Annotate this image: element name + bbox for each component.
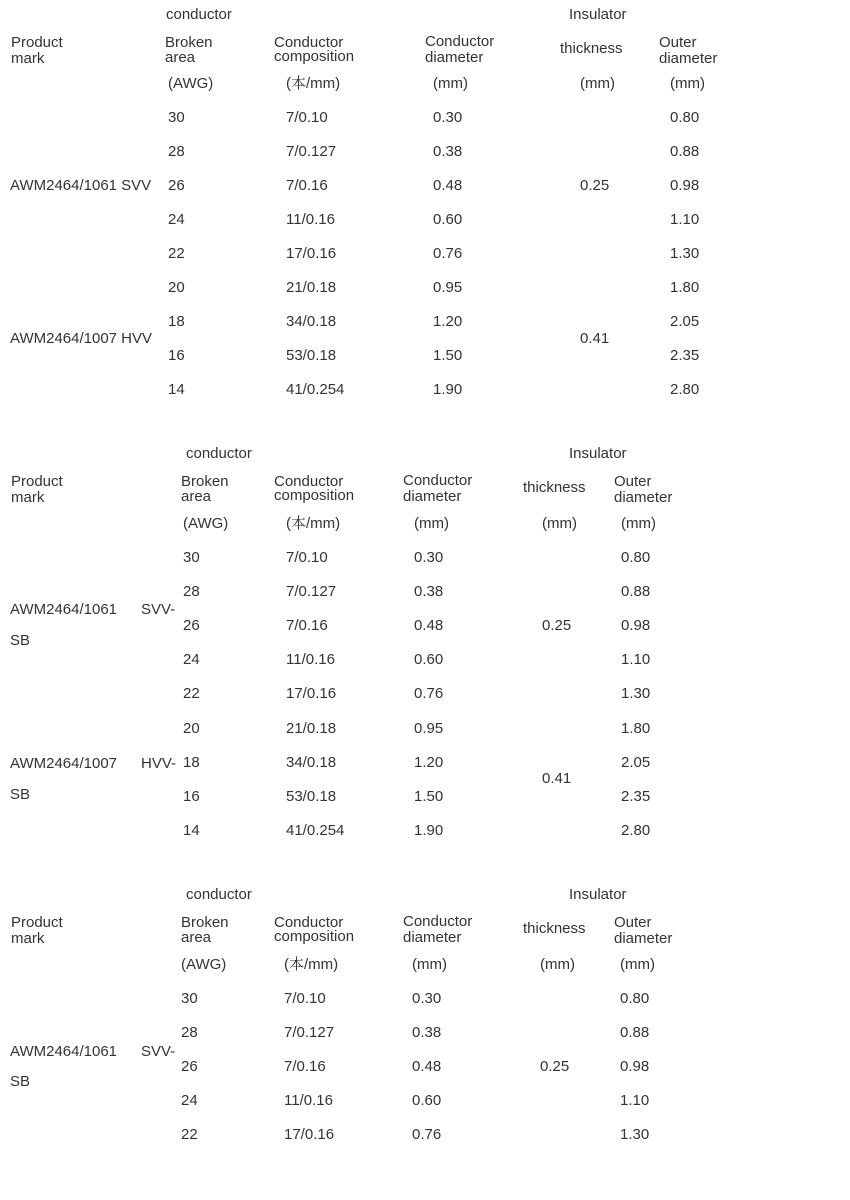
- cell-diameter: 0.38: [414, 583, 444, 600]
- cell-outer: 2.80: [621, 822, 651, 839]
- cell-diameter: 1.50: [414, 788, 444, 805]
- cell-diameter: 0.60: [412, 1092, 442, 1109]
- cell-awg: 18: [168, 313, 185, 330]
- product-mark: AWM2464/1061 SVV: [10, 177, 152, 194]
- conductor-group-header: conductor: [166, 6, 232, 23]
- cell-outer: 2.80: [670, 381, 700, 398]
- cell-composition: 7/0.127: [286, 143, 337, 160]
- product-mark-header-line1: Product: [11, 473, 63, 490]
- cell-outer: 2.35: [670, 347, 700, 364]
- cell-diameter: 1.90: [433, 381, 463, 398]
- unit-outer: (mm): [670, 75, 705, 92]
- cell-awg: 24: [168, 211, 185, 228]
- cell-diameter: 0.38: [412, 1024, 442, 1041]
- thickness-value: 0.41: [542, 770, 572, 787]
- thickness-header: thickness: [523, 479, 586, 496]
- cell-diameter: 0.76: [412, 1126, 442, 1143]
- cell-outer: 2.35: [621, 788, 651, 805]
- diameter-header-line1: Conductor: [403, 472, 473, 489]
- outer-diameter-header-line1: Outer: [614, 473, 652, 490]
- cell-outer: 2.05: [621, 754, 651, 771]
- product-mark-line2: SB: [10, 632, 31, 649]
- cell-composition: 7/0.10: [286, 549, 328, 566]
- insulator-group-header: Insulator: [569, 445, 627, 462]
- cell-awg: 14: [168, 381, 185, 398]
- cell-outer: 1.80: [670, 279, 700, 296]
- insulator-group-header: Insulator: [569, 6, 627, 23]
- product-mark-suffix: HVV-: [141, 755, 177, 772]
- cell-outer: 0.88: [621, 583, 651, 600]
- cell-awg: 26: [168, 177, 185, 194]
- thickness-header: thickness: [523, 920, 586, 937]
- composition-header-line2: composition: [274, 928, 355, 945]
- unit-thickness: (mm): [540, 956, 575, 973]
- cell-diameter: 0.38: [433, 143, 463, 160]
- unit-composition: (本/mm): [284, 956, 339, 973]
- cell-outer: 2.05: [670, 313, 700, 330]
- cell-diameter: 0.76: [414, 685, 444, 702]
- cell-outer: 1.30: [621, 685, 651, 702]
- cell-awg: 28: [181, 1024, 198, 1041]
- cell-diameter: 0.30: [412, 990, 442, 1007]
- cell-diameter: 0.30: [433, 109, 463, 126]
- cell-outer: 0.98: [621, 617, 651, 634]
- unit-diameter: (mm): [433, 75, 468, 92]
- product-mark-header-line2: mark: [11, 489, 45, 506]
- unit-awg: (AWG): [181, 956, 227, 973]
- cell-composition: 11/0.16: [286, 651, 335, 668]
- cell-awg: 22: [168, 245, 185, 262]
- cell-composition: 7/0.16: [286, 177, 328, 194]
- cell-outer: 1.10: [621, 651, 651, 668]
- product-mark-suffix: SVV-: [141, 1043, 176, 1060]
- product-mark-suffix: SVV-: [141, 601, 176, 618]
- broken-area-header-line1: Broken: [181, 914, 229, 931]
- unit-composition: (本/mm): [286, 75, 341, 92]
- product-mark-line1: AWM2464/1061: [10, 1043, 118, 1060]
- thickness-header: thickness: [560, 40, 623, 57]
- cell-composition: 53/0.18: [286, 347, 337, 364]
- cell-awg: 26: [181, 1058, 198, 1075]
- unit-outer: (mm): [620, 956, 655, 973]
- cell-diameter: 0.95: [414, 720, 444, 737]
- cell-outer: 0.88: [670, 143, 700, 160]
- cell-diameter: 0.60: [433, 211, 463, 228]
- cell-composition: 53/0.18: [286, 788, 337, 805]
- cell-awg: 26: [183, 617, 200, 634]
- cell-diameter: 0.95: [433, 279, 463, 296]
- composition-header-line1: Conductor: [274, 914, 344, 931]
- cell-composition: 11/0.16: [284, 1092, 333, 1109]
- cell-composition: 41/0.254: [286, 822, 345, 839]
- unit-composition: (本/mm): [286, 515, 341, 532]
- composition-header-line2: composition: [274, 48, 355, 65]
- outer-diameter-header-line2: diameter: [614, 489, 673, 506]
- cell-diameter: 1.90: [414, 822, 444, 839]
- cell-outer: 1.80: [621, 720, 651, 737]
- broken-area-header-line1: Broken: [165, 34, 213, 51]
- cell-outer: 0.80: [620, 990, 650, 1007]
- cell-awg: 30: [168, 109, 185, 126]
- cell-outer: 0.98: [620, 1058, 650, 1075]
- cell-composition: 17/0.16: [286, 245, 337, 262]
- cell-composition: 34/0.18: [286, 313, 337, 330]
- cell-awg: 16: [168, 347, 185, 364]
- cell-diameter: 1.20: [414, 754, 444, 771]
- cell-awg: 20: [183, 720, 200, 737]
- broken-area-header-line2: area: [165, 49, 196, 66]
- cell-composition: 7/0.16: [284, 1058, 326, 1075]
- cell-composition: 41/0.254: [286, 381, 345, 398]
- cell-composition: 7/0.10: [284, 990, 326, 1007]
- unit-diameter: (mm): [412, 956, 447, 973]
- diameter-header-line1: Conductor: [425, 33, 495, 50]
- cell-composition: 7/0.10: [286, 109, 328, 126]
- cell-awg: 28: [183, 583, 200, 600]
- insulator-group-header: Insulator: [569, 886, 627, 903]
- cell-outer: 1.30: [670, 245, 700, 262]
- spec-table-2: [0, 440, 850, 850]
- diameter-header-line2: diameter: [403, 488, 462, 505]
- cell-diameter: 0.48: [412, 1058, 442, 1075]
- product-mark-line2: SB: [10, 786, 31, 803]
- cell-composition: 7/0.127: [284, 1024, 335, 1041]
- cell-composition: 21/0.18: [286, 279, 337, 296]
- product-mark: AWM2464/1007 HVV: [10, 330, 153, 347]
- diameter-header-line2: diameter: [425, 49, 484, 66]
- composition-header-line1: Conductor: [274, 473, 344, 490]
- broken-area-header-line2: area: [181, 929, 212, 946]
- composition-header-line1: Conductor: [274, 34, 344, 51]
- cell-composition: 11/0.16: [286, 211, 335, 228]
- thickness-value: 0.41: [580, 330, 610, 347]
- cell-diameter: 1.20: [433, 313, 463, 330]
- cell-awg: 30: [183, 549, 200, 566]
- cell-composition: 34/0.18: [286, 754, 337, 771]
- cell-diameter: 0.30: [414, 549, 444, 566]
- cell-outer: 0.80: [670, 109, 700, 126]
- product-mark-line1: AWM2464/1007: [10, 755, 118, 772]
- cell-diameter: 0.60: [414, 651, 444, 668]
- cell-diameter: 0.76: [433, 245, 463, 262]
- product-mark-header-line1: Product: [11, 34, 63, 51]
- outer-diameter-header-line2: diameter: [659, 50, 718, 67]
- cell-outer: 1.10: [670, 211, 700, 228]
- cell-composition: 17/0.16: [284, 1126, 335, 1143]
- outer-diameter-header-line1: Outer: [614, 914, 652, 931]
- cell-composition: 21/0.18: [286, 720, 337, 737]
- cell-outer: 0.88: [620, 1024, 650, 1041]
- thickness-value: 0.25: [542, 617, 572, 634]
- cell-awg: 14: [183, 822, 200, 839]
- product-mark-header-line2: mark: [11, 50, 45, 67]
- cell-outer: 1.10: [620, 1092, 650, 1109]
- cell-diameter: 0.48: [414, 617, 444, 634]
- cell-composition: 7/0.127: [286, 583, 337, 600]
- thickness-value: 0.25: [580, 177, 610, 194]
- composition-header-line2: composition: [274, 487, 355, 504]
- spec-table-3: [0, 881, 850, 1161]
- conductor-group-header: conductor: [186, 886, 252, 903]
- cell-diameter: 1.50: [433, 347, 463, 364]
- broken-area-header-line2: area: [181, 488, 212, 505]
- cell-awg: 18: [183, 754, 200, 771]
- diameter-header-line1: Conductor: [403, 913, 473, 930]
- cell-outer: 1.30: [620, 1126, 650, 1143]
- cell-awg: 16: [183, 788, 200, 805]
- cell-outer: 0.98: [670, 177, 700, 194]
- unit-awg: (AWG): [183, 515, 229, 532]
- cell-awg: 22: [183, 685, 200, 702]
- cell-awg: 22: [181, 1126, 198, 1143]
- unit-outer: (mm): [621, 515, 656, 532]
- conductor-group-header: conductor: [186, 445, 252, 462]
- unit-thickness: (mm): [580, 75, 615, 92]
- cell-outer: 0.80: [621, 549, 651, 566]
- outer-diameter-header-line1: Outer: [659, 34, 697, 51]
- product-mark-header-line2: mark: [11, 930, 45, 947]
- unit-awg: (AWG): [168, 75, 214, 92]
- cell-composition: 7/0.16: [286, 617, 328, 634]
- cell-diameter: 0.48: [433, 177, 463, 194]
- cell-awg: 30: [181, 990, 198, 1007]
- diameter-header-line2: diameter: [403, 929, 462, 946]
- cell-awg: 24: [183, 651, 200, 668]
- spec-table-1: [0, 0, 850, 410]
- product-mark-line2: SB: [10, 1073, 31, 1090]
- cell-awg: 20: [168, 279, 185, 296]
- cell-awg: 24: [181, 1092, 198, 1109]
- thickness-value: 0.25: [540, 1058, 570, 1075]
- broken-area-header-line1: Broken: [181, 473, 229, 490]
- product-mark-header-line1: Product: [11, 914, 63, 931]
- unit-thickness: (mm): [542, 515, 577, 532]
- cell-awg: 28: [168, 143, 185, 160]
- outer-diameter-header-line2: diameter: [614, 930, 673, 947]
- product-mark-line1: AWM2464/1061: [10, 601, 118, 618]
- unit-diameter: (mm): [414, 515, 449, 532]
- cell-composition: 17/0.16: [286, 685, 337, 702]
